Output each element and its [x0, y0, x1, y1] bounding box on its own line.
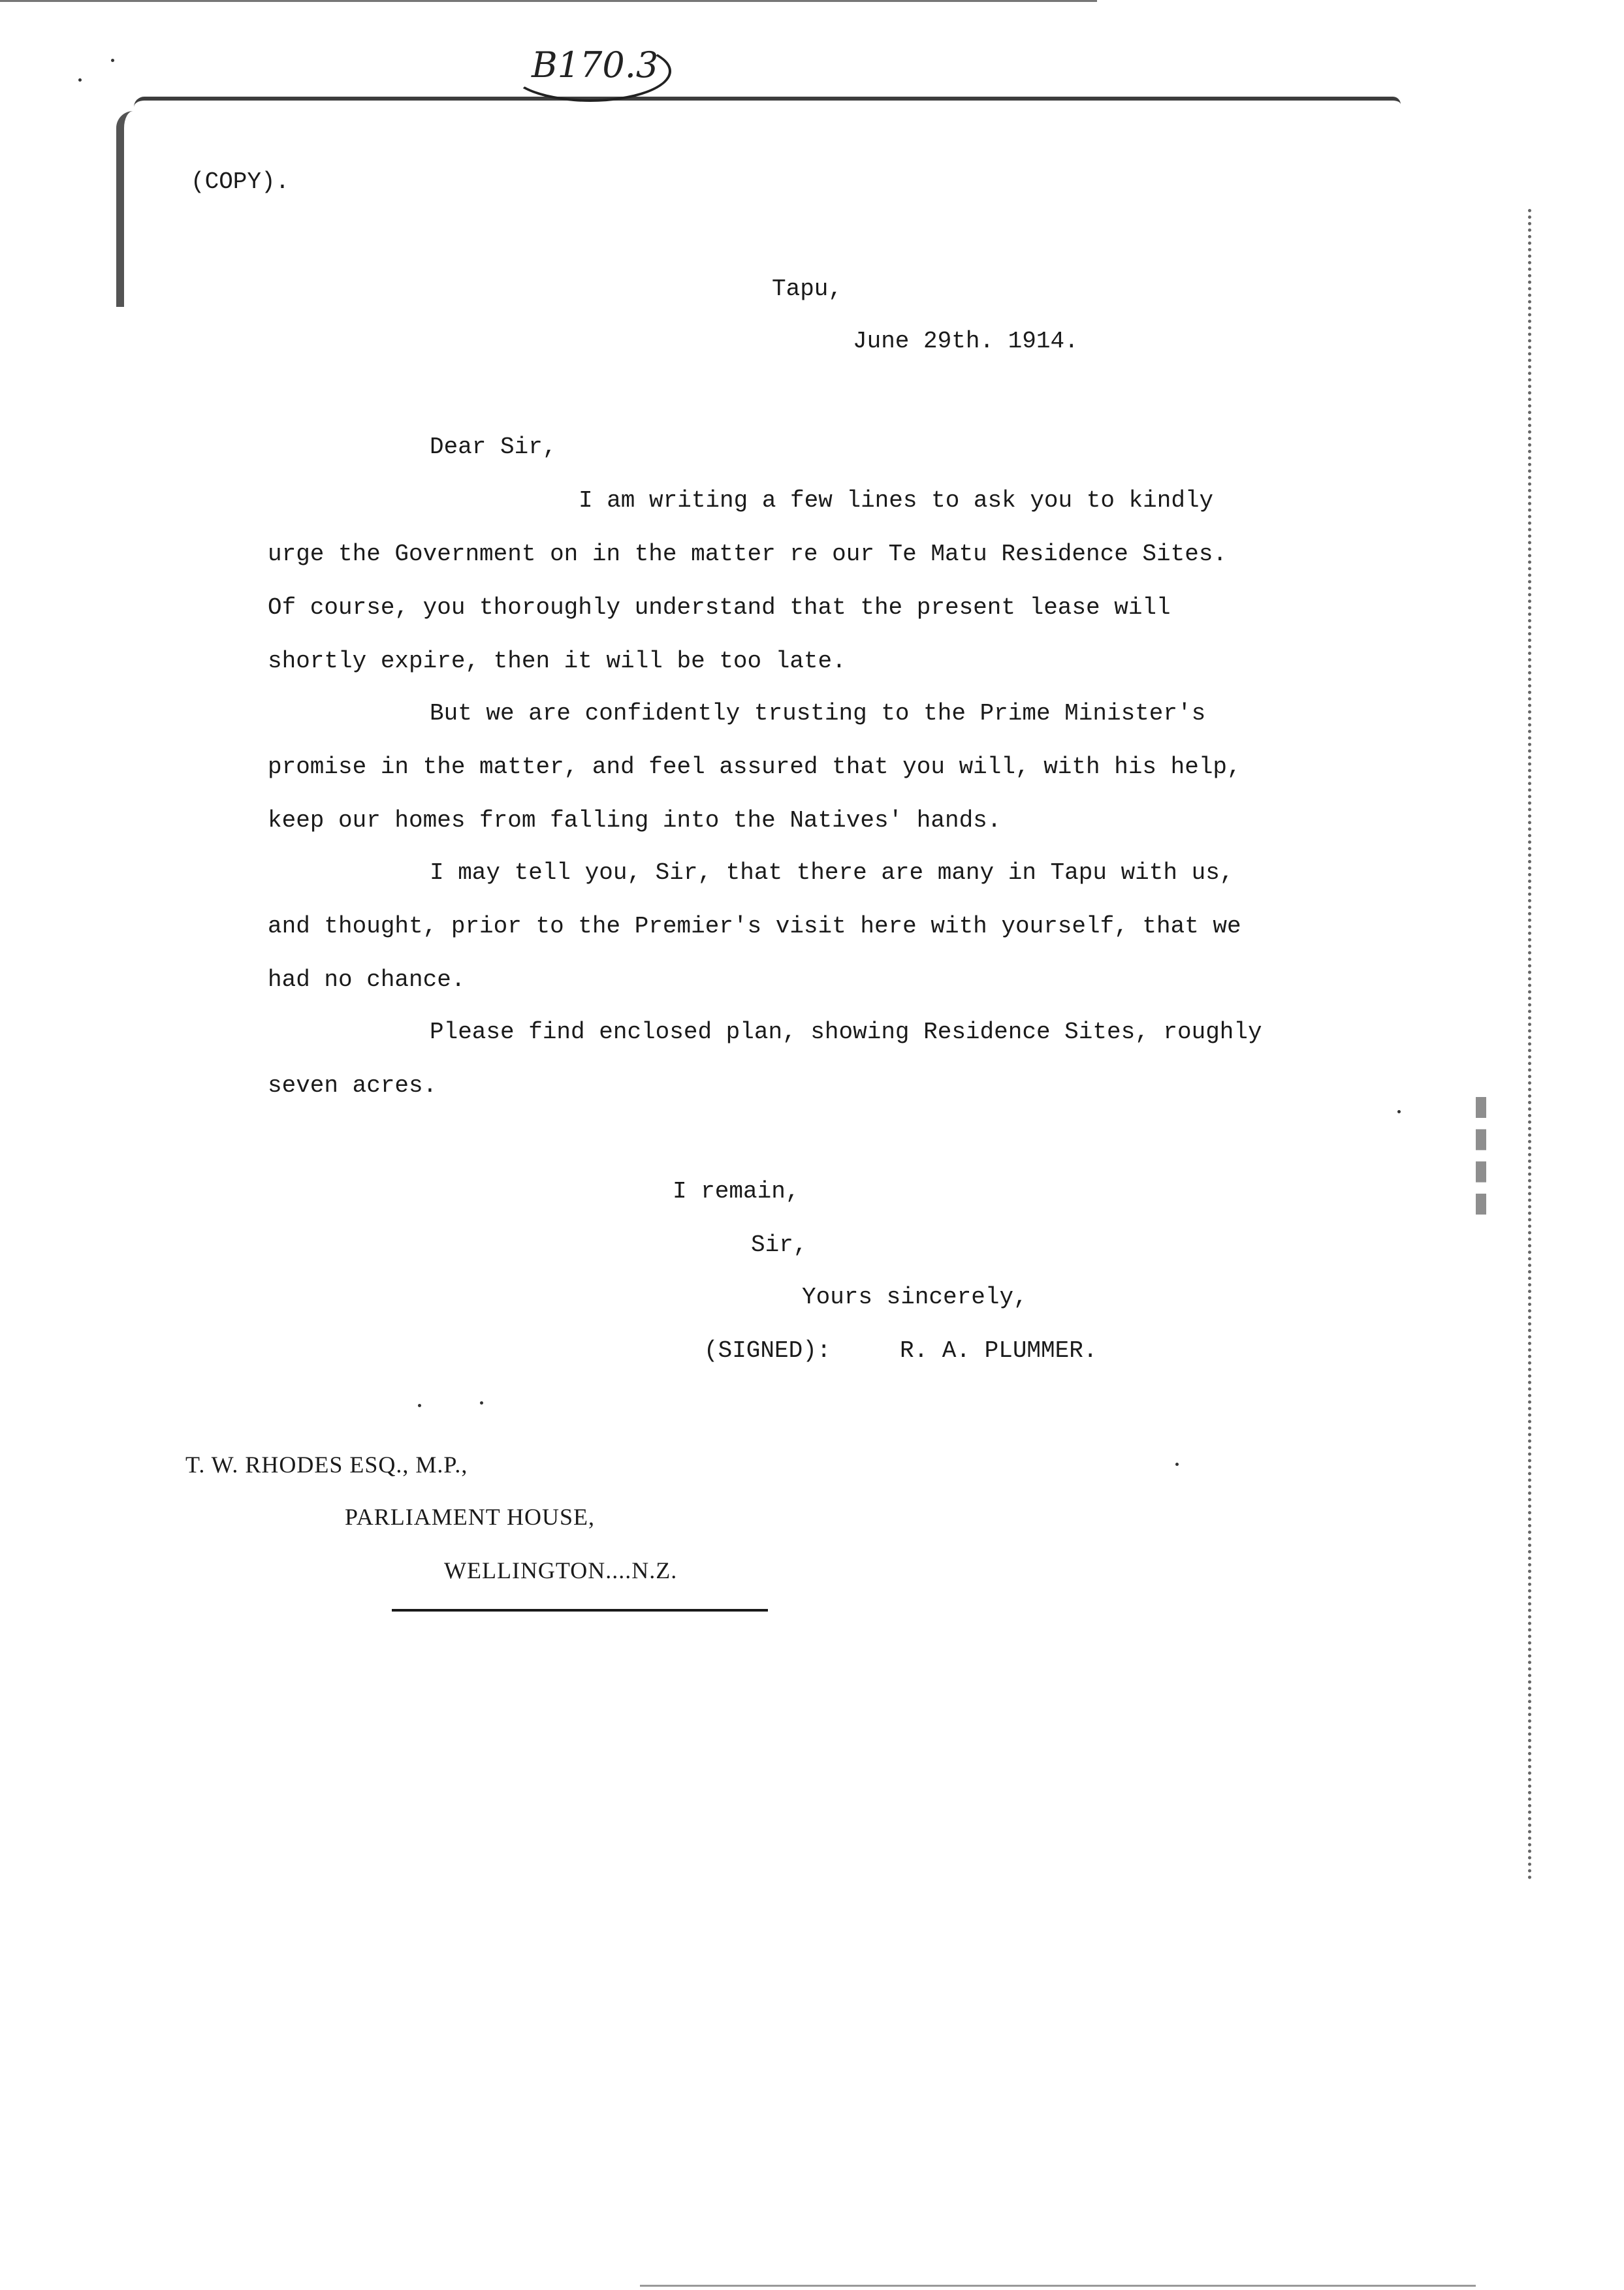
page-edge-marks-right: [1437, 1097, 1486, 1215]
closing-sincerely: Yours sincerely,: [802, 1284, 1028, 1311]
page-curl-shadow-top: [134, 97, 1401, 107]
salutation: Dear Sir,: [430, 434, 557, 460]
scan-speck: [418, 1404, 421, 1407]
body-line: and thought, prior to the Premier's visit here with yourself, that we: [268, 913, 1241, 940]
handwritten-reference: [516, 40, 679, 99]
scan-speck: [78, 78, 82, 82]
scan-speck: [480, 1401, 483, 1405]
closing-sir: Sir,: [751, 1232, 808, 1258]
body-line: shortly expire, then it will be too late.: [268, 648, 846, 675]
scan-speck: [1397, 1110, 1401, 1113]
copy-label: (COPY).: [191, 168, 290, 195]
page-curl-shadow-left: [116, 111, 133, 307]
body-line: Of course, you thoroughly understand that the present lease will: [268, 594, 1171, 621]
reference-text: B170.3: [532, 44, 659, 86]
body-line: promise in the matter, and feel assured that you will, with his help,: [268, 754, 1241, 780]
body-line: I am writing a few lines to ask you to kindly: [579, 487, 1214, 514]
addressee-line3: WELLINGTON....N.Z.: [444, 1557, 678, 1583]
closing-remain: I remain,: [673, 1178, 800, 1205]
scan-speck: [111, 59, 114, 62]
body-line: had no chance.: [268, 966, 466, 993]
body-line: I may tell you, Sir, that there are many in Tapu with us,: [430, 859, 1234, 886]
addressee-line2: PARLIAMENT HOUSE,: [345, 1504, 596, 1530]
scan-edge-bottom: [640, 2285, 1476, 2287]
body-line: seven acres.: [268, 1072, 438, 1099]
body-line: urge the Government on in the matter re our Te Matu Residence Sites.: [268, 541, 1228, 567]
letter-date: June 29th. 1914.: [853, 328, 1079, 355]
scan-edge-top: [0, 0, 1097, 2]
addressee-name: T. W. RHODES ESQ., M.P.,: [185, 1452, 468, 1478]
body-line: Please find enclosed plan, showing Residence Sites, roughly: [430, 1019, 1262, 1045]
signature-name: R. A. PLUMMER.: [900, 1337, 1098, 1364]
signed-label: (SIGNED):: [704, 1337, 831, 1364]
page-edge-shadow-right: [1521, 209, 1531, 1881]
body-line: keep our homes from falling into the Natives' hands.: [268, 807, 1002, 834]
scan-speck: [1175, 1463, 1179, 1466]
letter-place: Tapu,: [772, 276, 843, 302]
closing-rule: [392, 1609, 768, 1612]
body-line: But we are confidently trusting to the Prime Minister's: [430, 700, 1206, 727]
